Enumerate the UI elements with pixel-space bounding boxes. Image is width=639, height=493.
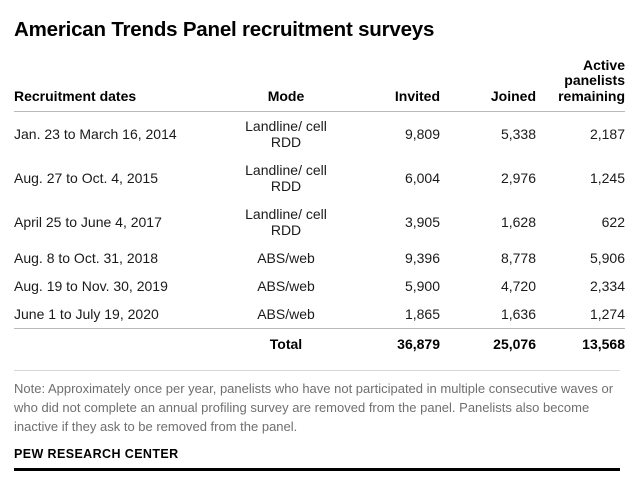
table-row (14, 200, 625, 244)
cell-mode: ABS/web (257, 278, 315, 295)
cell-recruitment-dates: June 1 to July 19, 2020 (14, 306, 159, 323)
cell-total-label: Total (232, 329, 340, 359)
cell-active: 622 (601, 214, 625, 230)
column-header-active-panelists-remaining: Active panelists remaining (558, 56, 625, 104)
cell-active: 1,274 (589, 306, 625, 323)
cell-mode: Landline/ cell RDD (245, 161, 327, 194)
column-header-recruitment-dates: Recruitment dates (14, 87, 137, 104)
cell-recruitment-dates: April 25 to June 4, 2017 (14, 214, 162, 230)
column-header-joined: Joined (490, 87, 536, 104)
cell-joined: 2,976 (500, 169, 536, 186)
figure-footer (14, 447, 620, 471)
cell-mode: ABS/web (257, 306, 315, 323)
cell-invited: 9,809 (404, 125, 440, 142)
cell-mode: Landline/ cell RDD (245, 117, 327, 150)
cell-joined: 8,778 (500, 250, 536, 267)
cell-total-active: 13,568 (536, 329, 625, 359)
table-row (14, 300, 625, 329)
cell-active: 2,187 (589, 125, 625, 142)
cell-recruitment-dates: Aug. 19 to Nov. 30, 2019 (14, 278, 168, 295)
cell-active: 2,334 (589, 278, 625, 295)
column-header-invited: Invited (394, 87, 440, 104)
cell-total-blank (14, 329, 232, 359)
table-row (14, 272, 625, 300)
table-row (14, 111, 625, 156)
cell-mode: ABS/web (257, 250, 315, 267)
cell-recruitment-dates: Aug. 8 to Oct. 31, 2018 (14, 250, 158, 267)
table-header-row (14, 58, 625, 112)
page-title: American Trends Panel recruitment surveys (14, 18, 435, 41)
table-header (14, 58, 625, 112)
cell-active: 5,906 (589, 250, 625, 267)
cell-total-joined: 25,076 (440, 329, 536, 359)
table-row (14, 156, 625, 200)
cell-joined: 5,338 (500, 125, 536, 142)
cell-joined: 4,720 (500, 278, 536, 295)
cell-recruitment-dates: Jan. 23 to March 16, 2014 (14, 125, 177, 142)
cell-invited: 3,905 (404, 214, 440, 230)
cell-mode: Landline/ cell RDD (245, 205, 327, 239)
cell-total-invited: 36,879 (340, 329, 440, 359)
cell-invited: 1,865 (404, 306, 440, 323)
table-body (14, 111, 625, 358)
footer-rule (14, 468, 620, 471)
figure-note: Note: Approximately once per year, panelists who have not participated in multiple consecutive waves or who did not complete an annual profiling survey are removed from the panel. Panelists also become inactive if they ask to be removed from the panel. (14, 370, 620, 437)
cell-recruitment-dates: Aug. 27 to Oct. 4, 2015 (14, 169, 158, 186)
table-total-row (14, 329, 625, 359)
cell-joined: 1,636 (500, 306, 536, 323)
cell-invited: 6,004 (404, 169, 440, 186)
cell-joined: 1,628 (500, 214, 536, 230)
source-brand: PEW RESEARCH CENTER (14, 447, 179, 461)
cell-active: 1,245 (589, 169, 625, 186)
cell-invited: 9,396 (404, 250, 440, 267)
table-row (14, 244, 625, 272)
recruitment-surveys-table (14, 58, 625, 359)
cell-invited: 5,900 (404, 278, 440, 295)
column-header-mode: Mode (267, 87, 305, 104)
